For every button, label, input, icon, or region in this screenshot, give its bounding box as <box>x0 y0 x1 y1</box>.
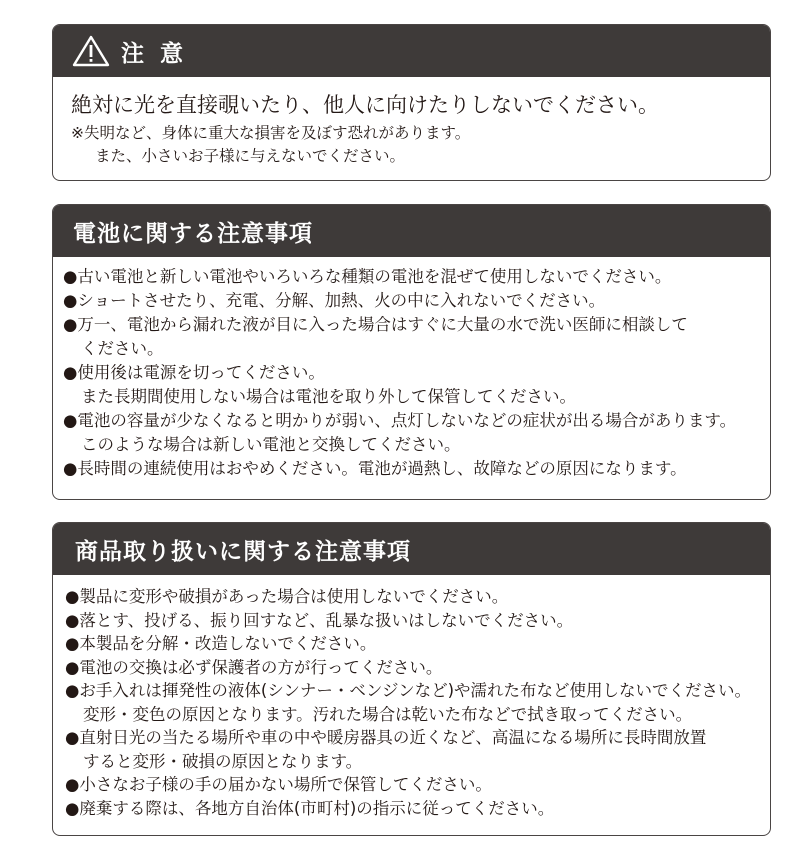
caution-body <box>53 77 770 168</box>
handling-caution-item-cont: すると変形・破損の原因となります。 <box>83 751 363 771</box>
handling-caution-item: ●廃棄する際は、各地方自治体(市町村)の指示に従ってください。 <box>65 798 555 818</box>
battery-caution-item: ●万一、電池から漏れた液が目に入った場合はすぐに大量の水で洗い医師に相談して <box>63 315 688 334</box>
warning-triangle-icon <box>71 34 111 68</box>
caution-note: また、小さいお子様に与えないでください。 <box>95 147 406 165</box>
battery-caution-title: 電池に関する注意事項 <box>73 220 313 247</box>
battery-caution-item-cont: また長期間使用しない場合は電池を取り外して保管してください。 <box>81 387 576 406</box>
battery-caution-item: ●ショートさせたり、充電、分解、加熱、火の中に入れないでください。 <box>63 291 606 310</box>
handling-caution-title: 商品取り扱いに関する注意事項 <box>75 538 411 565</box>
caution-note: ※失明など、身体に重大な損害を及ぼす恐れがあります。 <box>71 124 471 142</box>
caution-title: 注 意 <box>121 40 188 67</box>
battery-caution-item-cont: このような場合は新しい電池と交換してください。 <box>81 435 461 454</box>
handling-caution-header <box>53 523 770 575</box>
battery-caution-box <box>52 204 771 500</box>
caution-header <box>53 25 770 77</box>
handling-caution-item: ●お手入れは揮発性の液体(シンナー・ベンジンなど)や濡れた布など使用しないでください。 <box>65 681 752 700</box>
handling-caution-item: ●小さなお子様の手の届かない場所で保管してください。 <box>65 775 492 794</box>
handling-caution-item: ●本製品を分解・改造しないでください。 <box>65 634 377 653</box>
handling-caution-item: ●電池の交換は必ず保護者の方が行ってください。 <box>65 657 443 677</box>
battery-caution-item-cont: ください。 <box>81 339 164 358</box>
caution-box <box>52 24 771 181</box>
handling-caution-item: ●直射日光の当たる場所や車の中や暖房器具の近くなど、高温になる場所に長時間放置 <box>65 728 707 747</box>
handling-caution-item: ●製品に変形や破損があった場合は使用しないでください。 <box>65 587 509 606</box>
battery-caution-item: ●使用後は電源を切ってください。 <box>63 363 325 382</box>
handling-caution-box <box>52 522 771 836</box>
handling-caution-item: ●落とす、投げる、振り回すなど、乱暴な扱いはしないでください。 <box>65 610 574 630</box>
caution-main-text: 絶対に光を直接覗いたり、他人に向けたりしないでください。 <box>71 93 659 117</box>
battery-caution-item: ●古い電池と新しい電池やいろいろな種類の電池を混ぜて使用しないでください。 <box>63 267 672 286</box>
handling-caution-body <box>53 575 770 820</box>
battery-caution-item: ●長時間の連続使用はおやめください。電池が過熱し、故障などの原因になります。 <box>63 459 687 478</box>
handling-caution-item-cont: 変形・変色の原因となります。汚れた場合は乾いた布などで拭き取ってください。 <box>83 704 693 724</box>
battery-caution-item: ●電池の容量が少なくなると明かりが弱い、点灯しないなどの症状が出る場合があります。 <box>63 411 737 430</box>
battery-caution-body <box>53 257 770 481</box>
battery-caution-header <box>53 205 770 257</box>
